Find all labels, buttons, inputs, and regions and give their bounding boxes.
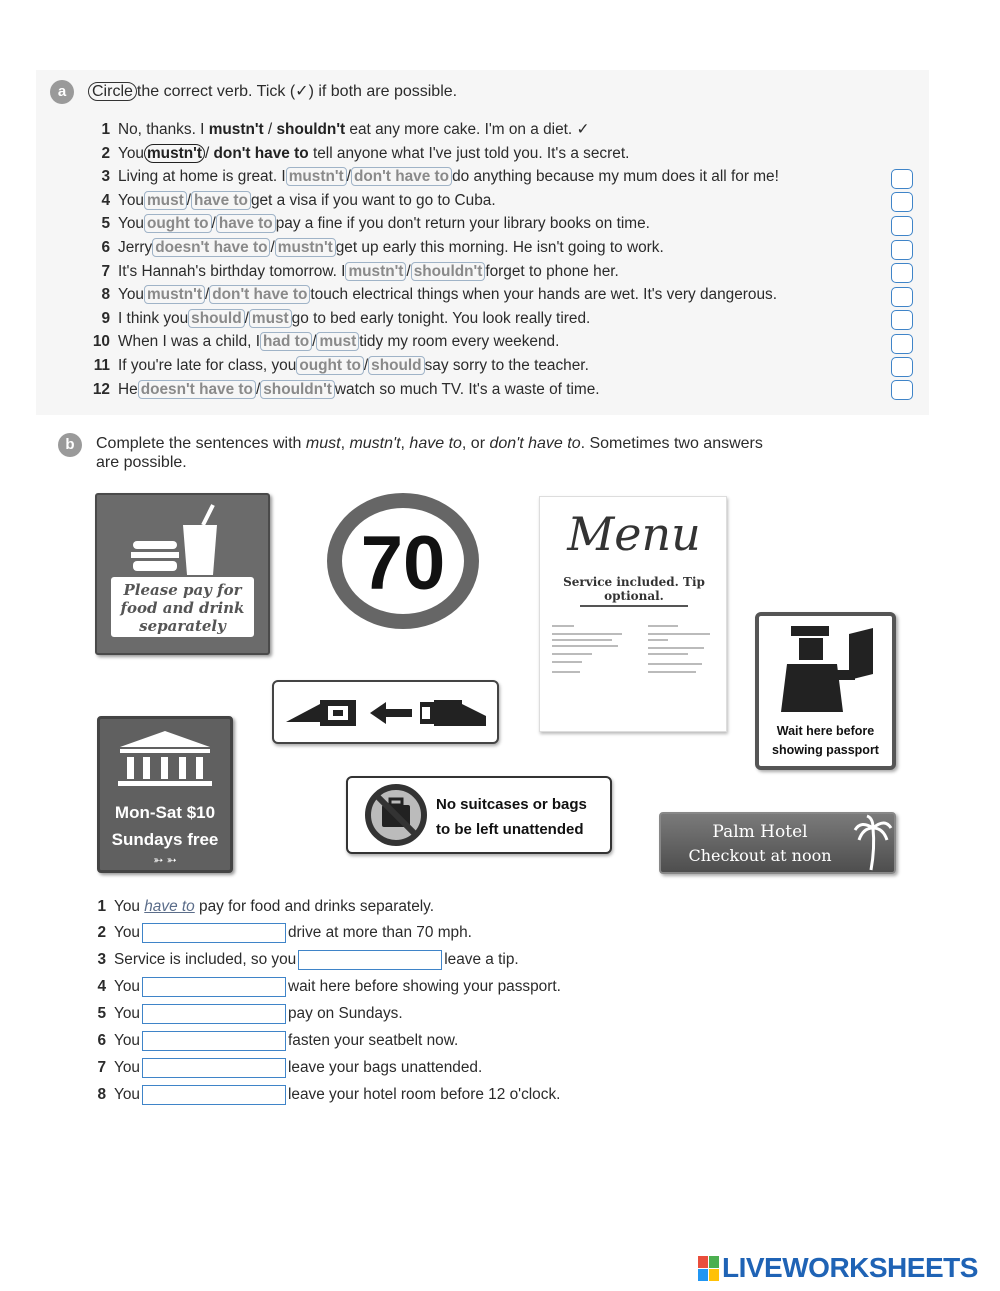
- tick-box[interactable]: [891, 192, 913, 212]
- row-number: 8: [101, 286, 110, 304]
- separator: /: [186, 191, 192, 209]
- option-2: shouldn't: [276, 121, 346, 138]
- tick-box[interactable]: [891, 310, 913, 330]
- section-a-badge: a: [50, 80, 74, 104]
- sentence-text: You: [114, 1032, 140, 1049]
- separator: /: [255, 380, 261, 398]
- row-text: You: [118, 215, 144, 233]
- sentence-number: 6: [97, 1032, 106, 1049]
- tick-box[interactable]: [891, 263, 913, 283]
- circle-word: Circle: [88, 82, 137, 101]
- row-text: forget to phone her.: [485, 262, 619, 280]
- exercise-row: [80, 189, 779, 213]
- option-2[interactable]: must: [249, 309, 292, 328]
- menu-title: Menu: [567, 507, 701, 561]
- separator: /: [204, 144, 214, 162]
- instruction-text: are possible.: [96, 454, 187, 471]
- option-2[interactable]: shouldn't: [260, 380, 335, 399]
- tick-box[interactable]: [891, 240, 913, 260]
- answer-input[interactable]: [142, 977, 286, 997]
- option-1[interactable]: doesn't have to: [138, 380, 256, 399]
- menu-subtitle: Service included. Tip optional.: [563, 575, 705, 603]
- exercise-row: [80, 307, 779, 331]
- sentence-row: [80, 976, 561, 998]
- bags-line-2: to be left unattended: [436, 821, 584, 838]
- tick-box[interactable]: [891, 334, 913, 354]
- option-2[interactable]: should: [368, 356, 424, 375]
- row-text: go to bed early tonight. You look really tired.: [291, 309, 591, 327]
- row-text: Jerry: [118, 238, 153, 256]
- separator: /: [211, 215, 216, 233]
- sentence-number: 3: [97, 951, 106, 968]
- instruction-text: the correct verb. Tick (✓) if both are possible.: [136, 83, 458, 100]
- row-text: Living at home is great. I: [118, 168, 286, 186]
- separator: /: [312, 333, 317, 351]
- separator: /: [363, 356, 369, 374]
- tick-box[interactable]: [891, 380, 913, 400]
- option-1[interactable]: must: [144, 191, 187, 210]
- museum-sign-text: [100, 799, 230, 853]
- row-text: watch so much TV. It's a waste of time.: [334, 380, 600, 398]
- option-1[interactable]: mustn't: [144, 285, 205, 304]
- exercise-row: [80, 283, 779, 307]
- bags-line-1: No suitcases or bags: [436, 796, 587, 813]
- option-1[interactable]: doesn't have to: [152, 238, 270, 257]
- exercise-row: [80, 236, 779, 260]
- hotel-line-2: Checkout at noon: [688, 846, 832, 865]
- section-a-instruction: [88, 81, 457, 101]
- museum-line-2: Sundays free: [111, 830, 219, 849]
- option-2[interactable]: don't have to: [209, 285, 310, 304]
- row-text: say sorry to the teacher.: [424, 356, 589, 374]
- menu-card: [539, 496, 727, 732]
- sentence-number: 1: [97, 898, 106, 915]
- option-2[interactable]: must: [316, 332, 359, 351]
- burger-drink-icon: [97, 495, 272, 585]
- option-2: don't have to: [213, 144, 309, 162]
- row-text: pay a fine if you don't return your library books on time.: [275, 215, 650, 233]
- answer-input[interactable]: [142, 1085, 286, 1105]
- instruction-text: Complete the sentences with: [96, 435, 306, 452]
- section-b-badge: b: [58, 433, 82, 457]
- seatbelt-sign: [272, 680, 499, 744]
- exercise-row: [80, 378, 779, 402]
- sentence-row: [80, 1057, 482, 1079]
- modal-word: don't have to: [489, 435, 581, 452]
- exercise-row: [80, 330, 779, 354]
- row-text: If you're late for class, you: [118, 356, 297, 374]
- liveworksheets-logo-icon: [698, 1256, 720, 1282]
- option-1: mustn't: [144, 144, 205, 163]
- option-1[interactable]: ought to: [296, 356, 364, 375]
- sentence-text: leave a tip.: [444, 951, 519, 968]
- answer-input[interactable]: [142, 923, 286, 943]
- sentence-text: leave your bags unattended.: [287, 1059, 483, 1076]
- row-text: When I was a child, I: [118, 333, 260, 351]
- hotel-sign-text: [675, 820, 845, 868]
- row-text: You: [118, 191, 144, 209]
- row-text: tidy my room every weekend.: [359, 333, 560, 351]
- row-number: 2: [101, 144, 110, 162]
- row-text: get a visa if you want to go to Cuba.: [250, 191, 496, 209]
- row-text: You: [118, 144, 144, 162]
- menu-divider: [580, 605, 688, 607]
- separator: /: [204, 286, 210, 304]
- separator: /: [244, 309, 249, 327]
- sentence-text: drive at more than 70 mph.: [287, 924, 472, 941]
- option-1[interactable]: mustn't: [345, 262, 406, 281]
- tick-box[interactable]: [891, 216, 913, 236]
- option-1[interactable]: had to: [260, 332, 312, 351]
- sentence-text: You: [114, 1086, 140, 1103]
- sentence-row: [80, 1003, 403, 1025]
- row-text: tell anyone what I've just told you. It's a secret.: [308, 144, 630, 162]
- separator: /: [270, 238, 275, 256]
- section-b-instruction: Complete the sentences with must, mustn't, have to, or don't have to. Sometimes two answers are possible.: [96, 435, 763, 471]
- speed-limit-sign: [327, 493, 479, 629]
- officer-icon: [759, 616, 892, 716]
- separator: /: [406, 262, 411, 280]
- sentence-text: You: [114, 978, 140, 995]
- sentence-row: [80, 1030, 458, 1052]
- example-answer: have to: [144, 898, 195, 915]
- speed-value: 70: [360, 521, 446, 606]
- sentence-text: Service is included, so you: [114, 951, 297, 968]
- palm-tree-icon: [853, 814, 893, 872]
- sentence-text: You: [114, 924, 140, 941]
- option-1: mustn't: [208, 121, 264, 138]
- museum-building-icon: [100, 727, 230, 789]
- row-text: eat any more cake. I'm on a diet. ✓: [345, 121, 590, 138]
- row-number: 4: [101, 191, 110, 209]
- option-1[interactable]: should: [188, 309, 244, 328]
- option-1[interactable]: mustn't: [286, 167, 347, 186]
- exercise-row: [80, 354, 779, 378]
- passport-sign-text: [759, 722, 892, 760]
- sentence-row: [80, 1084, 560, 1106]
- sentence-text: You: [114, 1059, 140, 1076]
- row-number: 1: [101, 121, 110, 138]
- sentence-text: leave your hotel room before 12 o'clock.: [287, 1086, 561, 1103]
- bags-sign-text: [436, 792, 587, 842]
- exercise-row: [80, 118, 779, 142]
- no-bags-icon: [362, 781, 432, 851]
- seatbelt-icon: [274, 682, 497, 742]
- option-2[interactable]: shouldn't: [411, 262, 486, 281]
- sentence-number: 5: [97, 1005, 106, 1022]
- row-number: 12: [92, 380, 110, 398]
- answer-input[interactable]: [142, 1004, 286, 1024]
- row-text: You: [118, 286, 144, 304]
- food-sign-text: Please pay for food and drink separately: [111, 577, 254, 637]
- row-text: He: [118, 380, 138, 398]
- tick-box[interactable]: [891, 169, 913, 189]
- sentence-number: 2: [97, 924, 106, 941]
- row-number: 7: [101, 262, 110, 280]
- exercise-row: [80, 260, 779, 284]
- answer-input[interactable]: [142, 1031, 286, 1051]
- answer-input[interactable]: [298, 950, 442, 970]
- sentence-number: 7: [97, 1059, 106, 1076]
- row-text: I think you: [118, 309, 189, 327]
- ornament-icon: ➳ ➳: [153, 853, 177, 867]
- hotel-line-1: Palm Hotel: [712, 822, 808, 842]
- row-number: 10: [92, 333, 110, 351]
- passport-line-2: showing passport: [772, 743, 879, 757]
- passport-line-1: Wait here before: [776, 724, 875, 738]
- sentence-text: pay for food and drinks separately.: [194, 898, 435, 915]
- row-number: 11: [93, 356, 110, 374]
- tick-box[interactable]: [891, 287, 913, 307]
- modal-word: have to: [409, 435, 462, 452]
- option-2[interactable]: don't have to: [351, 167, 452, 186]
- sentence-text: fasten your seatbelt now.: [287, 1032, 459, 1049]
- sentence-text: pay on Sundays.: [287, 1005, 403, 1022]
- modal-word: mustn't: [349, 435, 401, 452]
- row-text: No, thanks. I: [118, 121, 209, 138]
- row-text: touch electrical things when your hands are wet. It's very dangerous.: [310, 286, 778, 304]
- row-number: 5: [101, 215, 110, 233]
- modal-word: must: [305, 435, 341, 452]
- row-number: 6: [101, 238, 110, 256]
- museum-sign: [97, 716, 233, 873]
- bags-sign: [346, 776, 612, 854]
- instruction-text: . Sometimes two answers: [580, 435, 763, 452]
- sentence-text: wait here before showing your passport.: [287, 978, 561, 995]
- passport-sign: [755, 612, 896, 770]
- row-text: get up early this morning. He isn't going to work.: [335, 238, 664, 256]
- exercise-row: [80, 165, 779, 189]
- sentence-row: [80, 896, 434, 918]
- section-a-rows: [80, 118, 779, 401]
- sentence-row: [80, 949, 519, 971]
- option-2[interactable]: have to: [216, 214, 276, 233]
- row-number: 9: [101, 309, 110, 327]
- exercise-row: [80, 142, 779, 166]
- sentence-row: [80, 922, 472, 944]
- option-1[interactable]: ought to: [144, 214, 212, 233]
- exercise-row: [80, 212, 779, 236]
- row-text: It's Hannah's birthday tomorrow. I: [118, 262, 346, 280]
- food-sign: [95, 493, 270, 655]
- row-number: 3: [101, 168, 110, 186]
- separator: /: [346, 168, 351, 186]
- row-text: do anything because my mum does it all for me!: [452, 168, 779, 186]
- option-2[interactable]: mustn't: [275, 238, 336, 257]
- menu-items-icon: [540, 621, 728, 681]
- separator: /: [263, 121, 277, 138]
- museum-line-1: Mon-Sat $10: [114, 803, 216, 822]
- tick-box[interactable]: [891, 357, 913, 377]
- option-2[interactable]: have to: [191, 191, 251, 210]
- answer-input[interactable]: [142, 1058, 286, 1078]
- sentence-text: You: [114, 1005, 140, 1022]
- sentence-number: 8: [97, 1086, 106, 1103]
- liveworksheets-logo-text: LIVEWORKSHEETS: [722, 1252, 978, 1283]
- hotel-sign: [659, 812, 896, 874]
- sentence-number: 4: [97, 978, 106, 995]
- sentence-text: You: [114, 898, 145, 915]
